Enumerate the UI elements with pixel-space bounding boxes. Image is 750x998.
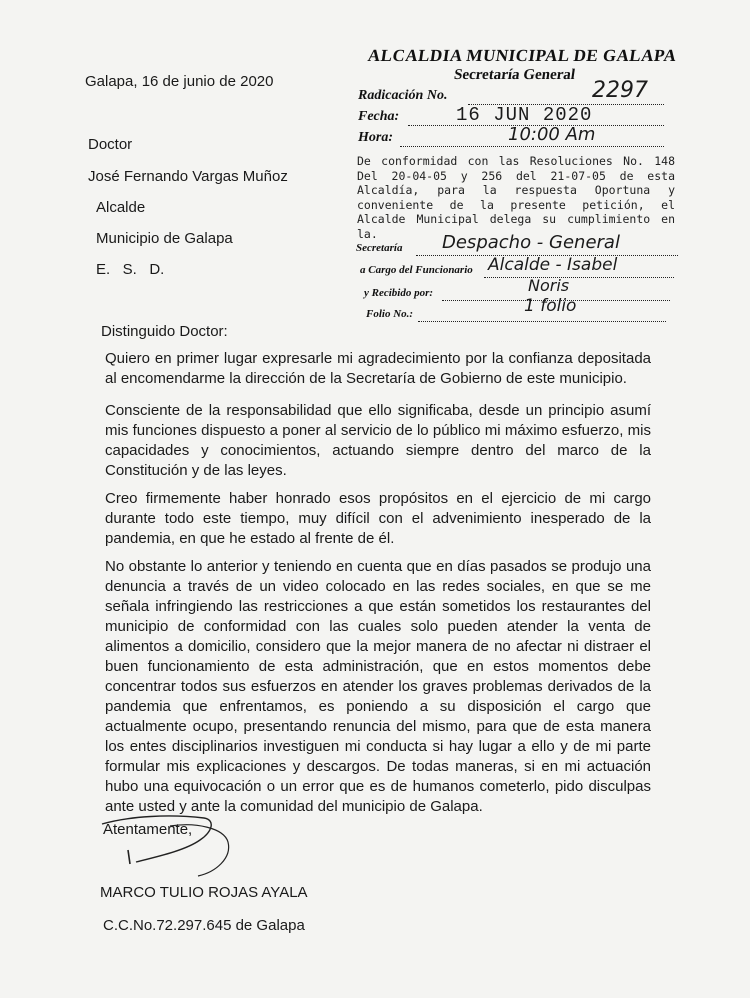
recipient-entity: Municipio de Galapa <box>96 230 233 247</box>
hora-label: Hora: <box>358 130 393 145</box>
hora-value: 10:00 Am <box>508 124 596 145</box>
paragraph-3: Creo firmemente haber honrado esos propósitos en el ejercicio de mi cargo durante todo este tiempo, muy difícil con el advenimiento inesperado de la pandemia, en que he estado al frente de él. <box>105 490 651 547</box>
recipient-title: Doctor <box>88 136 133 153</box>
stamp-resolution-note: De conformidad con las Resoluciones No. 148 Del 20-04-05 y 256 del 21-07-05 de esta Alcaldía, para la respuesta Oportuna y conveniente de la presente petición, el Alcalde Municipal delega su cumplimiento en la. <box>357 154 675 241</box>
fecha-label: Fecha: <box>358 109 400 124</box>
cargo-line <box>484 277 674 278</box>
signer-id: C.C.No.72.297.645 de Galapa <box>103 917 305 934</box>
stamp-title: ALCALDIA MUNICIPAL DE GALAPA <box>366 46 678 65</box>
paragraph-1: Quiero en primer lugar expresarle mi agradecimiento por la confianza depositada al encomendarme la dirección de la Secretaría de Gobierno de este municipio. <box>105 350 651 387</box>
handwritten-signature <box>100 812 260 882</box>
signer-name: MARCO TULIO ROJAS AYALA <box>100 884 308 901</box>
cargo-value: Alcalde - Isabel <box>488 255 618 275</box>
paragraph-4: No obstante lo anterior y teniendo en cuenta que en días pasados se produjo una denuncia a través de un video colocado en las redes sociales, en que se me señala infringiendo las restricciones a que están sometidos los restaurantes del municipio de conformidad con las cuales solo pueden atender la venta de alimentos a domicilio, considero que la mejor manera de no afectar ni distraer el buen funcionamiento de esta administración, que en estos momentos debe concentrar todos sus esfuerzos en atender los graves problemas derivados de la pandemia que enfrentamos, es poniendo a su disposición el cargo que actualmente ocupo, presentando renuncia del mismo, para que de esta manera los entes disciplinarios investiguen mi conducta si hay lugar a ello y de mi parte formular mis explicaciones y descargos. De todas maneras, si en mi actuación hubo una equivocación o un error que es de humanos cometerlo, pido disculpas ante usted y ante la comunidad del municipio de Galapa. <box>105 558 651 815</box>
recibido-value: Noris <box>528 276 570 295</box>
paragraph-2: Consciente de la responsabilidad que ello significaba, desde un principio asumí mis funciones dispuesto a poner al servicio de lo público mi máximo esfuerzo, mis capacidades y conocimientos, actuando siempre dentro del marco de la Constitución y de las leyes. <box>105 402 651 479</box>
date-line: Galapa, 16 de junio de 2020 <box>85 73 274 90</box>
closing: Atentamente, <box>103 821 193 838</box>
recipient-name: José Fernando Vargas Muñoz <box>88 168 288 185</box>
recibido-label: y Recibido por: <box>364 287 434 299</box>
recipient-esd: E. S. D. <box>96 261 165 278</box>
fecha-value: 16 JUN 2020 <box>456 104 593 126</box>
folio-label: Folio No.: <box>366 308 414 320</box>
reception-stamp <box>356 42 686 327</box>
hora-line <box>400 146 664 147</box>
secretaria-label: Secretaría <box>356 242 403 254</box>
stamp-subtitle: Secretaría General <box>452 67 577 83</box>
recipient-position: Alcalde <box>96 199 146 216</box>
folio-line <box>418 321 666 322</box>
salutation: Distinguido Doctor: <box>101 323 228 340</box>
radicacion-label: Radicación No. <box>358 88 448 103</box>
secretaria-value: Despacho - General <box>442 232 620 253</box>
radicacion-value: 2297 <box>592 78 648 103</box>
folio-value: 1 folio <box>524 296 577 316</box>
cargo-label: a Cargo del Funcionario <box>360 264 473 276</box>
